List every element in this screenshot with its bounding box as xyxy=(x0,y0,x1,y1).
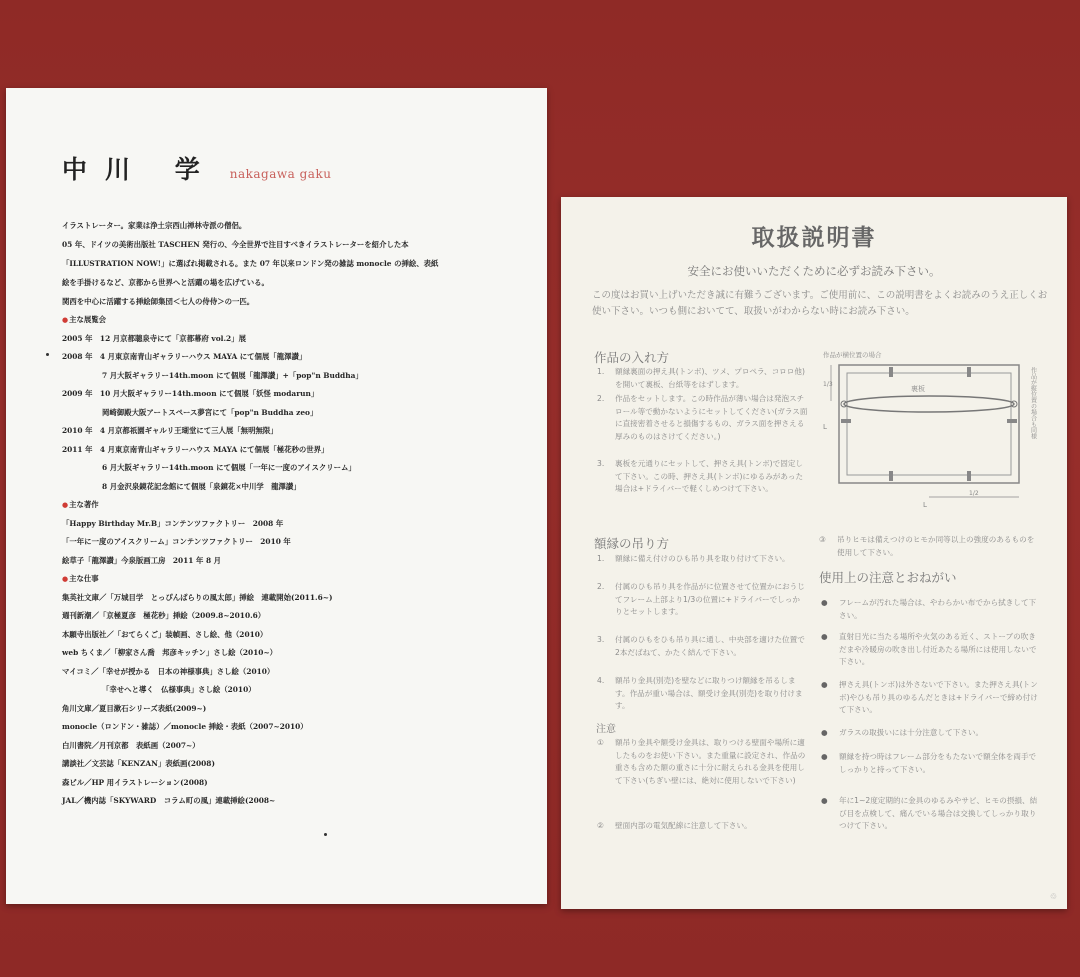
bullet-icon: ● xyxy=(821,598,828,607)
bio-line: 「ILLUSTRATION NOW!」に選ばれ掲載される。また 07 年以来ロンドン発の雑誌 monocle の挿絵、表紙 xyxy=(62,259,439,268)
insert-step: 1. 額縁裏面の押え具(トンボ)、ツメ、プロペラ、コロロ他)を開いて裏板、台紙等をはずします。 xyxy=(597,367,805,389)
insert-step: 3. 裏板を元通りにセットして、押さえ具(トンボ)で固定して下さい。この時、押さえ具(トンボ)にゆるみがあった場合は+ドライバーで軽くしめつけて下さい。 xyxy=(597,459,804,493)
job-item: JAL／機内誌「SKYWARD コラム町の風」連載挿絵(2008~ xyxy=(62,796,276,805)
usage-note: ● 額縁を持つ時はフレーム部分をもたないで額全体を両手でしっかりと持って下さい。 xyxy=(821,752,1037,774)
usage-note: ● 直射日光に当たる場所や火気のある近く、ストーブの吹きだまや冷暖房の吹き出し付近あたる場所には使用しないで下さい。 xyxy=(821,632,1037,666)
caution-item: ③ 吊りヒモは備えつけのヒモか同等以上の強度のあるものを使用して下さい。 xyxy=(819,535,1035,557)
job-item: 週刊新潮／「京極夏彦 極花秒」挿絵（2009.8~2010.6） xyxy=(62,611,266,620)
exhibition-item: 2009 年 10 月大阪ギャラリー14th.moon にて個展「妖怪 modarun」 xyxy=(62,389,319,398)
job-item: monocle（ロンドン・雑誌）／monocle 挿絵・表紙（2007~2010） xyxy=(62,722,308,731)
bullet-icon: ● xyxy=(62,500,69,509)
dim-label: L xyxy=(923,501,927,509)
usage-note: ● ガラスの取扱いには十分注意して下さい。 xyxy=(821,727,1041,740)
name-romaji: nakagawa gaku xyxy=(229,167,332,181)
bio-line: 関西を中心に活躍する挿絵師集団＜七人の侍侍＞の一匹。 xyxy=(62,297,255,306)
clip-icon xyxy=(889,471,893,481)
caution-item: ② 壁面内部の電気配線に注意して下さい。 xyxy=(597,821,752,830)
exhibition-item: 岡崎御殿大阪アートスペース夢宮にて「pop"n Buddha zeo」 xyxy=(102,408,318,417)
usage-note: ● フレームが汚れた場合は、やわらかい布でから拭きして下さい。 xyxy=(821,598,1037,620)
bio-line: イラストレーター。家業は浄土宗西山禅林寺派の僧侶。 xyxy=(62,221,247,230)
work-item: 「一年に一度のアイスクリーム」コンテンツファクトリー 2010 年 xyxy=(62,537,291,546)
insert-step: 2. 作品をセットします。この時作品が薄い場合は発泡スチロール等で動かないようにセットしてください(ガラス面に直接密着させると損傷するもの、ガラス面を押さえる厚みのものはさけてください。) xyxy=(597,394,808,441)
diagram-label: 裏板 xyxy=(911,385,925,393)
clip-icon xyxy=(889,367,893,377)
hanging-string xyxy=(844,396,1014,412)
caution-item: ① 額吊り金具や額受け金具は、取りつける壁面や場所に適したものをお使い下さい。また重量に設定され、作品の重さも含めた額の重さに十分に耐えられる金具を使用して下さい(ちぎい壁には、絶対に使用しないで下さい) xyxy=(597,738,806,785)
job-item: マイコミ／「幸せが授かる 日本の神様事典」さし絵（2010） xyxy=(62,667,275,676)
exhibition-item: 7 月大阪ギャラリー14th.moon にて個展「龍澤讃」+「pop"n Buddha」 xyxy=(102,371,363,380)
work-item: 絵草子「龍澤讃」今泉版画工房 2011 年 8 月 xyxy=(62,556,222,565)
bullet-icon: ● xyxy=(821,796,828,805)
exhibition-item: 6 月大阪ギャラリー14th.moon にて個展「一年に一度のアイスクリーム」 xyxy=(102,463,356,472)
hang-step: 1. 額縁に備え付けのひも吊り具を取り付けて下さい。 xyxy=(597,554,790,563)
exhibition-item: 2010 年 4 月京都祇園ギャルリ王瑚堂にて三人展「無明無限」 xyxy=(62,426,278,435)
section-hang-title: 額縁の吊り方 xyxy=(594,536,670,551)
section-exhibitions: ●主な展覧会 xyxy=(62,315,107,324)
dim-label: L xyxy=(823,423,827,431)
hang-step: 3. 付属のひもをひも吊り具に通し、中央部を適けた位置で2本だばねて、かたく結んで下さい。 xyxy=(597,635,805,657)
job-item: 「幸せへと導く 仏様事典」さし絵（2010） xyxy=(102,685,256,694)
bullet-icon: ● xyxy=(821,728,828,737)
speck xyxy=(324,833,327,836)
speck xyxy=(46,353,49,356)
name-japanese: 中川 学 xyxy=(62,155,218,184)
frame-inner xyxy=(847,373,1011,475)
section-jobs: ●主な仕事 xyxy=(62,574,99,583)
exhibition-item: 2011 年 4 月東京南青山ギャラリーハウス MAYA にて個展「極花秒の世界」 xyxy=(62,445,329,454)
job-item: 角川文庫／夏目漱石シリーズ表紙(2009~) xyxy=(62,704,207,713)
recycle-mark-icon: ♲ xyxy=(1049,892,1057,901)
frame-diagram xyxy=(819,359,1051,511)
job-item: 講談社／文芸誌「KENZAN」表紙画(2008) xyxy=(62,759,215,768)
section-insert-title: 作品の入れ方 xyxy=(594,350,670,365)
clip-icon xyxy=(1007,419,1017,423)
bio-line: 05 年、ドイツの美術出版社 TASCHEN 発行の、今全世界で注目すべきイラストレーターを紹介した本 xyxy=(62,240,409,249)
job-item: 本願寺出版社／「おてらくご」装幀画、さし絵、他（2010） xyxy=(62,630,268,639)
job-item: 集英社文庫／「万城目学 とっぴんぱらりの風太郎」挿絵 連載開始(2011.6~) xyxy=(62,593,333,602)
work-item: 「Happy Birthday Mr.B」コンテンツファクトリー 2008 年 xyxy=(62,519,284,528)
bullet-icon: ● xyxy=(62,315,69,324)
manual-intro: この度はお買い上げいただき誠に有難うございます。ご使用前に、この説明書をよくお読みのうえ正しくお使い下さい。いつも側においてて、取扱いがわからない時にお読み下さい。 xyxy=(592,290,1048,317)
hang-step: 4. 額吊り金具(別売)を壁などに取りつけ額縁を吊るします。作品が重い場合は、額受け金具(別売)を取り付けます。 xyxy=(597,676,803,710)
caution-title: 注意 xyxy=(596,724,616,735)
diagram-caption: 作品が横位置の場合 xyxy=(823,351,882,359)
usage-note: ● 押さえ具(トンボ)は外さないで下さい。また押さえ具(トンボ)やひも吊り具のゆるんだときは+ドライバーで締め付けて下さい。 xyxy=(821,680,1038,714)
clip-icon xyxy=(967,367,971,377)
frame-outer xyxy=(839,365,1019,483)
hang-step: 2. 付属のひも吊り具を作品がに位置させて位置かにおうじてフレーム上部より1/3の位置に+ドライバーでしっかりとセットします。 xyxy=(597,582,805,616)
section-usage-title: 使用上の注意とおねがい xyxy=(819,570,957,585)
job-item: web ちくま／「柳家さん喬 邦彦キッチン」さし絵（2010~） xyxy=(62,648,278,657)
exhibition-item: 2008 年 4 月東京南青山ギャラリーハウス MAYA にて個展「龍澤讃」 xyxy=(62,352,307,361)
bio-line: 絵を手掛けるなど、京都から世界へと活躍の場を広げている。 xyxy=(62,278,269,287)
name-heading xyxy=(62,150,331,186)
exhibition-item: 8 月金沢泉鏡花記念館にて個展「泉鏡花×中川学 龍澤讃」 xyxy=(102,482,301,491)
job-item: 森ビル／HP 用イラストレーション(2008) xyxy=(62,778,208,787)
diagram-side-note: 作品が縦位置の場合も同様 xyxy=(1029,367,1037,439)
section-works: ●主な著作 xyxy=(62,500,99,509)
instruction-sheet xyxy=(561,197,1067,909)
bullet-icon: ● xyxy=(821,632,828,641)
dim-label: 1/2 xyxy=(969,490,979,497)
profile-sheet xyxy=(6,88,547,904)
manual-title: 取扱説明書 xyxy=(751,225,877,251)
clip-icon xyxy=(841,419,851,423)
dim-label: 1/3 xyxy=(823,381,833,388)
clip-icon xyxy=(967,471,971,481)
usage-note: ● 年に1~2度定期的に金具のゆるみやサビ、ヒモの摂損、結び目を点検して、痛んでいる場合は交換してしっかり取りつけて下さい。 xyxy=(821,796,1038,830)
job-item: 白川書院／月刊京都 表紙画（2007~） xyxy=(62,741,200,750)
bullet-icon: ● xyxy=(821,680,828,689)
manual-subtitle: 安全にお使いいただくために必ずお読み下さい。 xyxy=(687,264,941,278)
bullet-icon: ● xyxy=(62,574,69,583)
exhibition-item: 2005 年 12 月京都聴泉寺にて「京都幕府 vol.2」展 xyxy=(62,334,246,343)
bullet-icon: ● xyxy=(821,752,828,761)
